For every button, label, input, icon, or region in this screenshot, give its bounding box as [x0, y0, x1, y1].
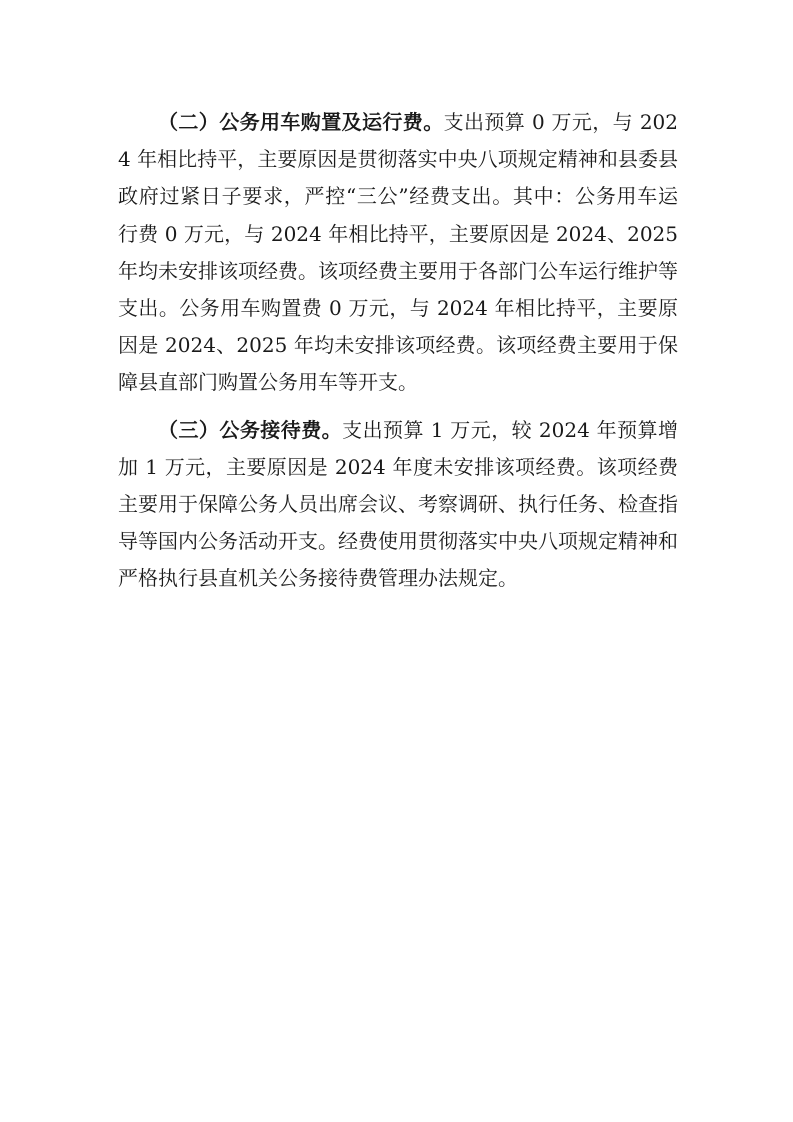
paragraph-vehicle-expenses [118, 104, 678, 402]
paragraph-text-vehicle-expenses: 支出预算 0 万元，与 2024 年相比持平，主要原因是贯彻落实中央八项规定精神和县委县政府过紧日子要求，严控“三公”经费支出。其中：公务用车运行费 0 万元，与 2024 年相比持平，主要原因是 2024、2025 年均未安排该项经费。该项经费主要用于各部门公车运行维护等支出。公务用车购置费 0 万元，与 2024 年相比持平，主要原因是 2024、2025 年均未安排该项经费。该项经费主要用于保障县直部门购置公务用车等开支。 [118, 110, 678, 395]
document-body [118, 104, 678, 608]
paragraph-reception-expenses [118, 412, 678, 598]
paragraph-heading-vehicle-expenses: （二）公务用车购置及运行费。 [158, 110, 444, 134]
paragraph-heading-reception-expenses: （三）公务接待费。 [158, 417, 343, 442]
paragraph-text-reception-expenses: 支出预算 1 万元，较 2024 年预算增加 1 万元，主要原因是 2024 年度未安排该项经费。该项经费主要用于保障公务人员出席会议、考察调研、执行任务、检查指导等国内公务活动开支。经费使用贯彻落实中央八项规定精神和严格执行县直机关公务接待费管理办法规定。 [118, 417, 678, 591]
